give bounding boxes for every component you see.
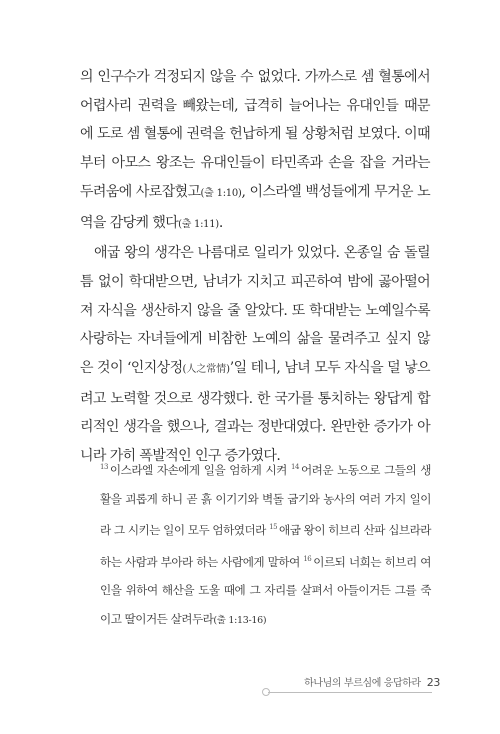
verse-number: 14: [291, 463, 299, 471]
scripture-citation: (출 1:10): [200, 187, 242, 199]
verse-number: 15: [269, 523, 278, 531]
footnote-block: [100, 453, 431, 635]
paragraph-1-text: 의 인구수가 걱정되지 않을 수 없었다. 가까스로 셈 혈통에서 어렵사리 권력을 빼왔는데, 급격히 늘어나는 유대인들 때문에 도로 셈 혈통에 권력을 헌납하게 될 상황처럼 보였다. 이때부터 아모스 왕조는 유대인들이 타민족과 손을 잡을 거라는 두려움에 사로잡혔고: [80, 69, 430, 200]
main-text: [80, 63, 430, 471]
verse-number: 16: [303, 554, 312, 563]
running-footer: [304, 674, 440, 689]
verse-text: 이르되 너희는 히브리 여인을 위하여 해산을 도울 때에 그 자리를 살펴서 아들이거든 그를 죽이고 딸이거든 살려두라: [100, 554, 431, 626]
scripture-citation: (출 1:11): [178, 218, 219, 230]
verse-text: 애굽 왕이 히브리 산파 십브라라 하는 사람과 부아라 하는 사람에게 말하여: [100, 523, 431, 569]
paragraph-1-end: .: [218, 214, 223, 231]
verse-number: 13: [100, 463, 108, 471]
footer-divider: [268, 692, 432, 693]
hanja-annotation: (人之常情): [182, 364, 230, 376]
page-footer: [260, 674, 440, 704]
paragraph-2-text: 애굽 왕의 생각은 나름대로 일리가 있었다. 온종일 숨 돌릴 틈 없이 학대받으면, 남녀가 지치고 피곤하여 밤에 곯아떨어져 자식을 생산하지 않을 줄 알았다. 또 학대받는 노예일수록 사랑하는 자녀들에게 비참한 노예의 삶을 물려주고 싶지 않은 것이 ‘인지상정: [80, 245, 430, 377]
paragraph-2-end: ’일 테니, 남녀 모두 자식을 덜 낳으려고 노력할 것으로 생각했다. 한 국가를 통치하는 왕답게 합리적인 생각을 했으나, 결과는 정반대였다. 완만한 증가가 아니라 가히 폭발적인 인구 증가였다.: [80, 360, 430, 465]
paragraph-1: [80, 63, 430, 239]
page-number: 23: [426, 676, 440, 689]
verse-text: 이스라엘 자손에게 일을 엄하게 시켜: [109, 463, 287, 477]
paragraph-1-middle: , 이스라엘 백성들에게 무거운 노역을 감당케 했다: [80, 183, 431, 231]
verse-text: 어려운 노동으로 그들의 생활을 괴롭게 하니 곧 흙 이기기와 벽돌 굽기와 농사의 여러 가지 일이라 그 시키는 일이 모두 엄하였더라: [100, 463, 431, 537]
book-title: 하나님의 부르심에 응답하라: [304, 678, 421, 689]
footnote-text: [100, 453, 431, 635]
scripture-citation: (출 1:13-16): [213, 614, 267, 626]
paragraph-2: [80, 239, 430, 471]
